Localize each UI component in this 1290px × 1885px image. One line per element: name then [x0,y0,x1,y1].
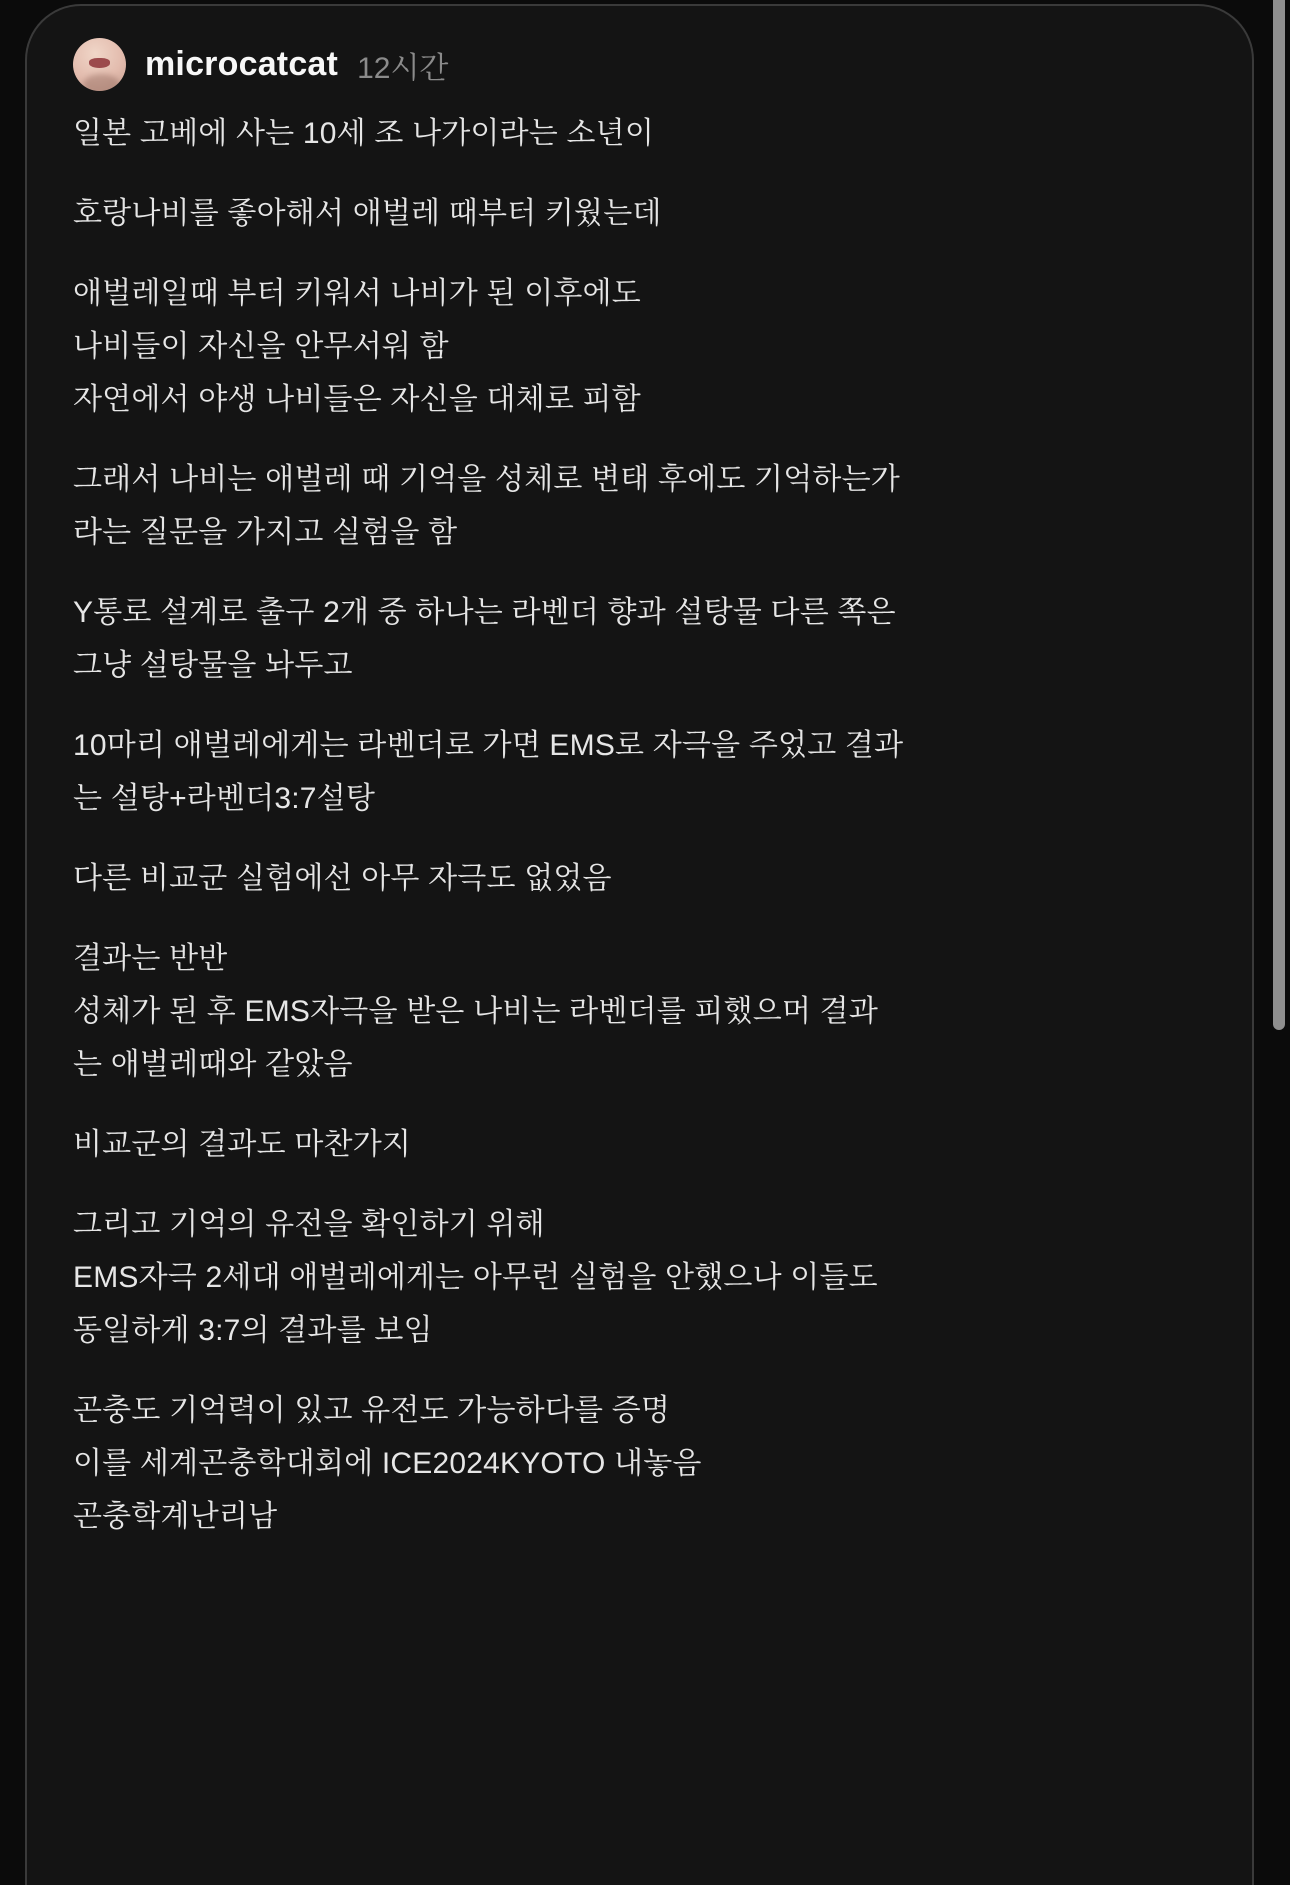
avatar-photo-detail [83,74,120,91]
post-body [73,107,1208,1543]
post-paragraph [73,107,1208,160]
post-paragraph [73,932,1208,1091]
post-line: 라는 질문을 가지고 실험을 함 [73,516,458,549]
post-paragraph [73,586,1208,692]
post-line: 자연에서 야생 나비들은 자신을 대체로 피함 [73,383,641,416]
post-line: 곤충도 기억력이 있고 유전도 가능하다를 증명 [73,1394,671,1427]
post-line: 10마리 애벌레에게는 라벤더로 가면 EMS로 자극을 주었고 결과 [73,729,904,762]
post-line: EMS자극 2세대 애벌레에게는 아무런 실험을 안했으나 이들도 [73,1261,878,1294]
post-header [73,38,1208,91]
post-card [25,4,1254,1885]
post-line: 나비들이 자신을 안무서워 함 [73,330,449,363]
post-line: 이를 세계곤충학대회에 ICE2024KYOTO 내놓음 [73,1447,702,1480]
post-paragraph [73,1198,1208,1357]
post-line: 애벌레일때 부터 키워서 나비가 된 이후에도 [73,277,641,310]
post-line: 일본 고베에 사는 10세 조 나가이라는 소년이 [73,117,655,150]
post-line: 그래서 나비는 애벌레 때 기억을 성체로 변태 후에도 기억하는가 [73,463,900,496]
post-paragraph [73,719,1208,825]
post-line: 는 설탕+라벤더3:7설탕 [73,782,375,815]
post-paragraph [73,1384,1208,1543]
post-line: 그냥 설탕물을 놔두고 [73,649,353,682]
author-username[interactable]: microcatcat [145,45,339,83]
post-line: 동일하게 3:7의 결과를 보임 [73,1314,433,1347]
post-line: 그리고 기억의 유전을 확인하기 위해 [73,1208,545,1241]
scrollbar-thumb[interactable] [1273,0,1285,1030]
post-line: 곤충학계난리남 [73,1500,278,1533]
post-line: 는 애벌레때와 같았음 [73,1048,353,1081]
post-paragraph [73,1118,1208,1171]
post-paragraph [73,267,1208,426]
post-line: Y통로 설계로 출구 2개 중 하나는 라벤더 향과 설탕물 다른 쪽은 [73,596,896,629]
post-line: 결과는 반반 [73,942,228,975]
post-paragraph [73,852,1208,905]
post-timestamp: 12시간 [357,51,449,85]
scrollbar-track[interactable] [1268,0,1290,1885]
post-line: 다른 비교군 실험에선 아무 자극도 없었음 [73,862,612,895]
avatar[interactable] [73,38,126,91]
post-paragraph [73,453,1208,559]
post-line: 비교군의 결과도 마찬가지 [73,1128,412,1161]
post-paragraph [73,187,1208,240]
avatar-photo-detail [89,58,110,68]
post-line: 호랑나비를 좋아해서 애벌레 때부터 키웠는데 [73,197,662,230]
post-line: 성체가 된 후 EMS자극을 받은 나비는 라벤더를 피했으머 결과 [73,995,879,1028]
